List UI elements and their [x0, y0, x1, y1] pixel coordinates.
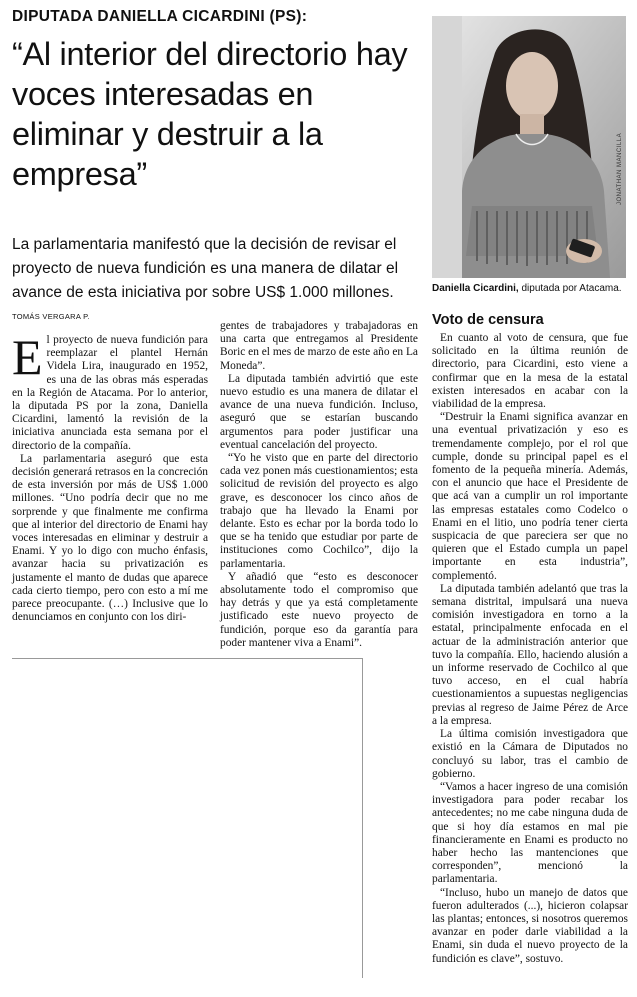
- paragraph: gentes de trabajadores y trabajadoras en una carta que entregamos al Presidente Boric en el mes de marzo de este año en La Moneda”.: [220, 320, 418, 372]
- paragraph: La parlamentaria aseguró que esta decisión generará retrasos en la concreción de esta inversión por más de US$ 1.000 millones. “Uno podría decir que no me sorprende y que finalmente me confirma que al interior del directorio de Enami hay voces interesadas en eliminar y destruir a Enami. Y yo lo digo con mucho énfasis, avanzar hacia su privatización es justamente el manto de dudas que aparece cada cierto tiempo, pero con esto a mí me parece preocupante. (…) Inclusive que lo denunciamos en conjunto con los diri-: [12, 452, 208, 624]
- subheading: Voto de censura: [432, 312, 544, 328]
- paragraph: “Yo he visto que en parte del directorio cada vez ponen más cuestionamientos; esta solicitud de revisión del proyecto es algo grave, es desconocer los cinco años de trabajo que ha llevado la Enami por delante. Esto es echar por la borda todo lo que se ha tenido que estudiar por parte de instituciones como Cochilco”, dijo la parlamentaria.: [220, 452, 418, 570]
- article-column-1: [12, 329, 208, 624]
- kicker: DIPUTADA DANIELLA CICARDINI (PS):: [12, 8, 308, 25]
- divider: [12, 658, 362, 659]
- paragraph: La diputada también advirtió que este nuevo estudio es una manera de dilatar el avance de una nueva fundición. Incluso, aseguró que se estarían buscando argumentos para poder justificar una eventual cancelación del proyecto.: [220, 372, 418, 451]
- paragraph: “Vamos a hacer ingreso de una comisión investigadora para poder recabar los antecedentes; no me cabe ninguna duda de que si hoy día estamos en mal pie financieramente en Enami es producto no haber hecho las mantenciones que corresponden”, mencionó la parlamentaria.: [432, 780, 628, 886]
- caption-name: Daniella Cicardini,: [432, 283, 519, 294]
- portrait-illustration: [432, 16, 626, 278]
- paragraph-text: l proyecto de nueva fundición para reemplazar el plantel Hernán Videla Lira, inaugurado en 1952, es una de las obras más esperadas en la Región de Atacama. Por lo anterior, la diputada PS por la zona, Daniella Cicardini, lamentó la revisión de la iniciativa anunciada esta semana por el directorio de la compañía.: [12, 334, 208, 452]
- divider: [362, 658, 363, 978]
- headline: “Al interior del directorio hay voces interesadas en eliminar y destruir a la empresa”: [12, 36, 408, 192]
- paragraph: Y añadió que “esto es desconocer absolutamente todo el compromiso que hay detrás y que ya está completamente justificado este nuevo proyecto de fundición, porque eso da garantía para poder mantener viva a Enami”.: [220, 570, 418, 649]
- paragraph: “Destruir la Enami significa avanzar en una eventual privatización y eso es tremendamente complejo, por el rol que cumple, donde su principal papel es el fomento de la pequeña minería. Además, con el anuncio que hace el Presidente de que acá van a cumplir un rol importante las empresas estatales como Codelco o Enami en el litio, uno podría tener cierta suspicacia de que pareciera ser que no quieren que el Estado cumpla un papel importante en esta industria”, complementó.: [432, 411, 628, 582]
- paragraph: [12, 329, 208, 453]
- caption-text: diputada por Atacama.: [518, 283, 622, 294]
- photo-credit: JONATHAN MANCILLA: [617, 132, 623, 205]
- paragraph: “Incluso, hubo un manejo de datos que fueron adulterados (...), hicieron colapsar las plantas; entonces, si nosotros queremos avanzar en poder darle viabilidad a la Enami, sin duda el nuevo proyecto de la fundición es clave”, sostuvo.: [432, 886, 628, 965]
- byline: TOMÁS VERGARA P.: [12, 312, 90, 321]
- drop-cap: E: [12, 329, 43, 385]
- dek: La parlamentaria manifestó que la decisión de revisar el proyecto de nueva fundición es una manera de dilatar el avance de esta iniciativa por sobre US$ 1.000 millones.: [12, 236, 399, 301]
- paragraph: La última comisión investigadora que existió en la Cámara de Diputados no concluyó su labor, tras el cambio de gobierno.: [432, 728, 628, 780]
- portrait-photo: [432, 16, 626, 278]
- paragraph: La diputada también adelantó que tras la semana distrital, impulsará una nueva comisión investigadora en torno a la estatal, principalmente enfocada en el actuar de la administración anterior que tuvo la compañía. Ello, haciendo alusión a un informe reservado de Cochilco al que tuvo acceso, en el cual habría cuestionamientos a supuestas negligencias previas al regreso de Jaime Pérez de Arce a la empresa.: [432, 582, 628, 727]
- article-column-3: [432, 332, 628, 966]
- paragraph: En cuanto al voto de censura, que fue solicitado en la última reunión de directorio, para Cicardini, esto viene a confirmar que en la mesa de la estatal existen interesados en acabar con la viabilidad de la empresa.: [432, 332, 628, 411]
- photo-caption: [432, 283, 632, 294]
- article-column-2: [220, 320, 418, 650]
